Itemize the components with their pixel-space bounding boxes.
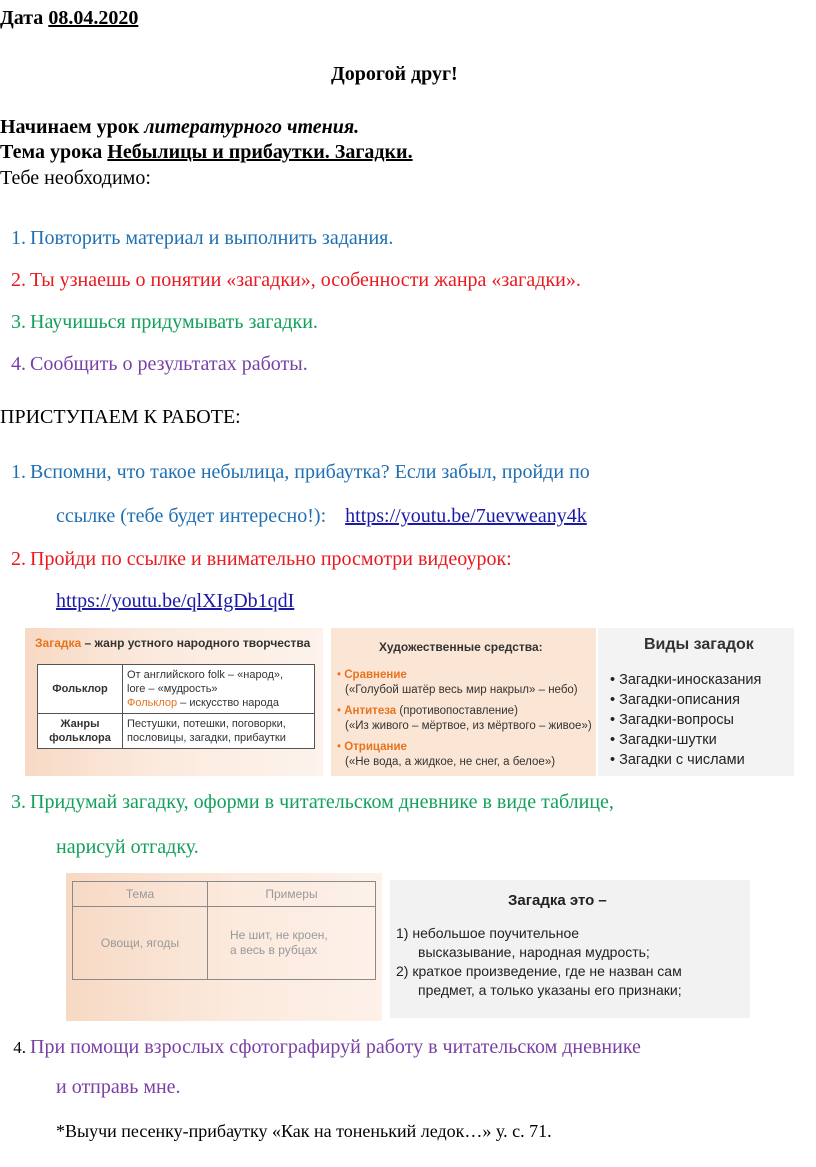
list-item: • Загадки-шутки bbox=[610, 732, 717, 748]
video-link-2[interactable]: https://youtu.be/qlXIgDb1qdI bbox=[56, 590, 295, 612]
task-text: ссылке (тебе будет интересно!): bbox=[56, 505, 327, 527]
slide-genre bbox=[25, 628, 323, 776]
task-number: 2. bbox=[11, 548, 26, 570]
column-header: Примеры bbox=[208, 882, 376, 907]
goal-number: 1. bbox=[11, 227, 26, 249]
date-value: 08.04.2020 bbox=[48, 7, 139, 29]
means-term: Антитеза bbox=[344, 705, 397, 717]
goal-number: 4. bbox=[11, 353, 26, 375]
task-text: Вспомни, что такое небылица, прибаутка? Если забыл, пройди по bbox=[30, 461, 590, 483]
types-list bbox=[610, 670, 761, 770]
slide-title: Художественные средства: bbox=[379, 640, 543, 654]
task-4 bbox=[0, 1035, 641, 1060]
slide-title-rest: – жанр устного народного творчества bbox=[81, 636, 311, 650]
list-item-cont: высказывание, народная мудрость; bbox=[418, 944, 650, 960]
task-text: Пройди по ссылке и внимательно просмотри видеоурок: bbox=[30, 548, 512, 570]
topic-value: Небылицы и прибаутки. Загадки. bbox=[107, 141, 413, 163]
table-row-head: Фольклор bbox=[38, 665, 123, 714]
table-row bbox=[73, 882, 376, 907]
goal-number: 2. bbox=[11, 269, 26, 291]
genre-table bbox=[37, 664, 315, 749]
table-row bbox=[38, 714, 315, 749]
slide-title: Загадка это – bbox=[508, 892, 607, 909]
table-row bbox=[73, 907, 376, 980]
means-list bbox=[337, 668, 592, 770]
means-example: («Голубой шатёр весь мир накрыл» – небо) bbox=[345, 684, 578, 696]
riddle-table bbox=[72, 881, 376, 980]
task-2-line2 bbox=[56, 589, 294, 613]
work-heading: ПРИСТУПАЕМ К РАБОТЕ: bbox=[0, 406, 241, 428]
video-link-1[interactable]: https://youtu.be/7uevweany4k bbox=[345, 505, 587, 527]
means-term: Отрицание bbox=[344, 741, 407, 753]
cell-line: а весь в рубцах bbox=[230, 943, 318, 957]
table-row-head: Жанры фольклора bbox=[38, 714, 123, 749]
goal-item bbox=[0, 310, 318, 334]
means-term: Сравнение bbox=[344, 669, 407, 681]
slide-riddle-table bbox=[66, 873, 382, 1021]
means-extra: (противопоставление) bbox=[396, 705, 518, 717]
lesson-subject: литературного чтения. bbox=[144, 116, 360, 138]
topic-line bbox=[0, 140, 413, 164]
task-number: 4. bbox=[13, 1038, 26, 1057]
means-item: • Сравнение bbox=[337, 669, 407, 681]
goal-item bbox=[0, 268, 581, 292]
task-2 bbox=[0, 547, 512, 571]
date-label: Дата bbox=[0, 7, 44, 29]
goal-number: 3. bbox=[11, 311, 26, 333]
date-line bbox=[0, 6, 138, 30]
table-cell bbox=[123, 714, 315, 749]
list-item: • Загадки-описания bbox=[610, 692, 740, 708]
cell-line: lore – «мудрость» bbox=[127, 683, 218, 695]
slide-riddle-types bbox=[598, 628, 794, 776]
means-example: («Не вода, а жидкое, не снег, а белое») bbox=[345, 756, 556, 768]
task-number: 3. bbox=[11, 791, 26, 813]
slide-title-accent: Загадка bbox=[35, 636, 82, 650]
list-item-cont: предмет, а только указаны его признаки; bbox=[418, 982, 682, 998]
table-row bbox=[38, 665, 315, 714]
slide-title: Виды загадок bbox=[644, 636, 754, 653]
definition-list bbox=[396, 924, 682, 1000]
goal-item bbox=[0, 352, 308, 376]
footnote: *Выучи песенку-прибаутку «Как на тоненький ледок…» у. с. 71. bbox=[56, 1121, 552, 1141]
list-item: 2) краткое произведение, где не назван сам bbox=[396, 963, 682, 979]
cell-line: пословицы, загадки, прибаутки bbox=[127, 732, 286, 744]
goal-text: Ты узнаешь о понятии «загадки», особенности жанра «загадки». bbox=[30, 269, 581, 291]
greeting: Дорогой друг! bbox=[331, 63, 458, 85]
goal-text: Сообщить о результатах работы. bbox=[30, 353, 308, 375]
task-3 bbox=[0, 790, 614, 814]
topic-prefix: Тема урока bbox=[0, 141, 103, 163]
slide-title bbox=[35, 636, 310, 650]
task-text: Придумай загадку, оформи в читательском дневнике в виде таблице, bbox=[30, 791, 614, 813]
cell-rest: – искусство народа bbox=[177, 697, 279, 709]
list-item: 1) небольшое поучительное bbox=[396, 925, 580, 941]
table-cell bbox=[208, 907, 376, 980]
table-cell: Овощи, ягоды bbox=[73, 907, 208, 980]
task-number: 1. bbox=[11, 461, 26, 483]
list-item: • Загадки-иносказания bbox=[610, 672, 762, 688]
list-item: • Загадки с числами bbox=[610, 752, 745, 768]
task-1 bbox=[0, 460, 590, 484]
task-4-line2: и отправь мне. bbox=[56, 1076, 181, 1098]
task-1-line2 bbox=[56, 504, 587, 528]
goal-text: Повторить материал и выполнить задания. bbox=[30, 227, 394, 249]
goal-text: Научишься придумывать загадки. bbox=[30, 311, 318, 333]
task-3-line2: нарисуй отгадку. bbox=[56, 836, 199, 858]
cell-line: Пестушки, потешки, поговорки, bbox=[127, 718, 286, 730]
cell-line bbox=[127, 696, 310, 710]
column-header: Тема bbox=[73, 882, 208, 907]
cell-line: От английского folk – «народ», bbox=[127, 669, 284, 681]
cell-accent: Фольклор bbox=[127, 697, 178, 709]
task-text: При помощи взрослых сфотографируй работу в читательском дневнике bbox=[30, 1036, 641, 1058]
lesson-prefix: Начинаем урок bbox=[0, 116, 140, 138]
slide-art-means bbox=[331, 628, 596, 776]
table-cell bbox=[123, 665, 315, 714]
slide-riddle-definition bbox=[390, 880, 750, 1018]
goal-item bbox=[0, 226, 393, 250]
means-item: • Отрицание bbox=[337, 741, 407, 753]
means-item: • Антитеза (противопоставление) bbox=[337, 705, 518, 717]
means-example: («Из живого – мёртвое, из мёртвого – живое») bbox=[345, 720, 592, 732]
list-item: • Загадки-вопросы bbox=[610, 712, 734, 728]
cell-line: Не шит, не кроен, bbox=[230, 928, 328, 942]
need-label: Тебе необходимо: bbox=[0, 167, 151, 189]
lesson-line bbox=[0, 115, 359, 139]
